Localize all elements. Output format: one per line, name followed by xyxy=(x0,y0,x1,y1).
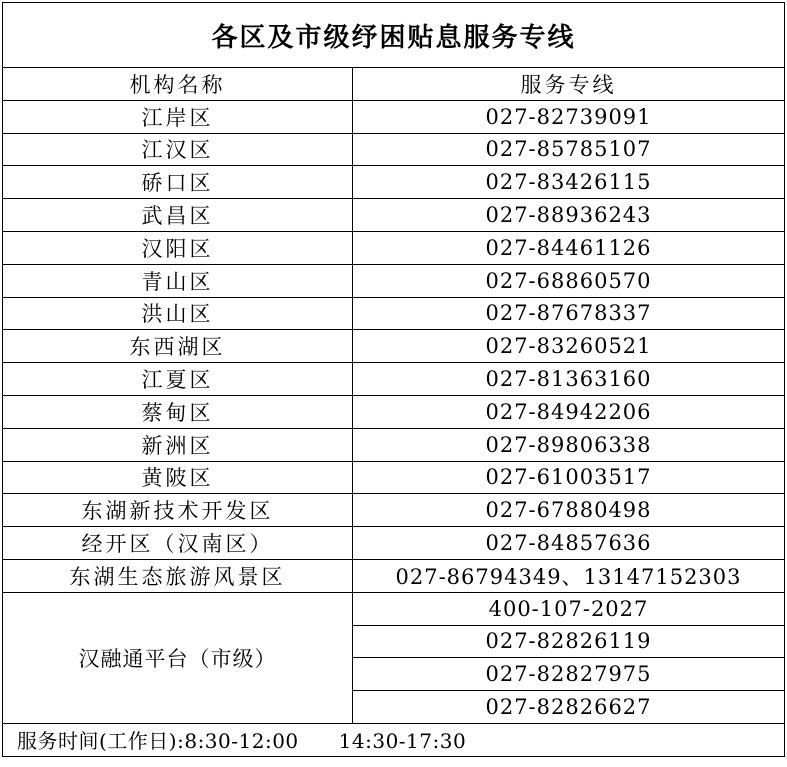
phone-cell: 027-68860570 xyxy=(353,264,785,297)
title-row xyxy=(3,3,785,68)
org-name-cell: 新洲区 xyxy=(3,428,353,461)
table-row xyxy=(3,494,785,527)
phone-cell: 027-84857636 xyxy=(353,527,785,560)
merged-phone-cell: 400-107-2027 xyxy=(353,592,785,625)
phone-cell: 027-85785107 xyxy=(353,133,785,166)
merged-phone-cell: 027-82827975 xyxy=(353,658,785,691)
phone-cell: 027-89806338 xyxy=(353,428,785,461)
table-row xyxy=(3,330,785,363)
table-row xyxy=(3,428,785,461)
org-name-cell: 武昌区 xyxy=(3,199,353,232)
table-row xyxy=(3,527,785,560)
phone-cell: 027-87678337 xyxy=(353,297,785,330)
merged-row xyxy=(3,592,785,625)
org-name-cell: 蔡甸区 xyxy=(3,395,353,428)
table-row xyxy=(3,264,785,297)
merged-phone-cell: 027-82826627 xyxy=(353,691,785,724)
org-name-cell: 洪山区 xyxy=(3,297,353,330)
phone-cell: 027-67880498 xyxy=(353,494,785,527)
service-hours-label: 服务时间(工作日): xyxy=(17,729,185,754)
org-name-cell: 东湖生态旅游风景区 xyxy=(3,559,353,592)
phone-cell: 027-61003517 xyxy=(353,461,785,494)
org-name-cell: 经开区（汉南区） xyxy=(3,527,353,560)
header-row xyxy=(3,68,785,101)
phone-cell: 027-86794349、13147152303 xyxy=(353,559,785,592)
phone-cell: 027-84942206 xyxy=(353,395,785,428)
org-name-cell: 东西湖区 xyxy=(3,330,353,363)
org-name-cell: 江汉区 xyxy=(3,133,353,166)
header-service-line: 服务专线 xyxy=(353,68,785,101)
table-row xyxy=(3,559,785,592)
table-title: 各区及市级纾困贴息服务专线 xyxy=(3,3,785,68)
service-hours-morning: 8:30-12:00 xyxy=(184,729,299,754)
phone-cell: 027-82739091 xyxy=(353,100,785,133)
footer-row xyxy=(3,723,785,756)
table-row xyxy=(3,363,785,396)
table-row xyxy=(3,297,785,330)
service-hours-afternoon: 14:30-17:30 xyxy=(338,729,467,754)
table-row xyxy=(3,199,785,232)
phone-cell: 027-83260521 xyxy=(353,330,785,363)
phone-cell: 027-81363160 xyxy=(353,363,785,396)
org-name-cell: 硚口区 xyxy=(3,166,353,199)
table-row xyxy=(3,166,785,199)
phone-cell: 027-83426115 xyxy=(353,166,785,199)
phone-cell: 027-84461126 xyxy=(353,231,785,264)
table-row xyxy=(3,231,785,264)
org-name-cell: 青山区 xyxy=(3,264,353,297)
org-name-cell: 东湖新技术开发区 xyxy=(3,494,353,527)
org-name-cell: 江夏区 xyxy=(3,363,353,396)
table-row xyxy=(3,133,785,166)
header-org-name: 机构名称 xyxy=(3,68,353,101)
table-row xyxy=(3,461,785,494)
service-hours-cell xyxy=(3,723,785,756)
table-row xyxy=(3,395,785,428)
service-hotline-table xyxy=(2,2,785,757)
table-row xyxy=(3,100,785,133)
merged-org-name-cell: 汉融通平台（市级） xyxy=(3,592,353,723)
org-name-cell: 黄陂区 xyxy=(3,461,353,494)
merged-phone-cell: 027-82826119 xyxy=(353,625,785,658)
org-name-cell: 汉阳区 xyxy=(3,231,353,264)
org-name-cell: 江岸区 xyxy=(3,100,353,133)
phone-cell: 027-88936243 xyxy=(353,199,785,232)
